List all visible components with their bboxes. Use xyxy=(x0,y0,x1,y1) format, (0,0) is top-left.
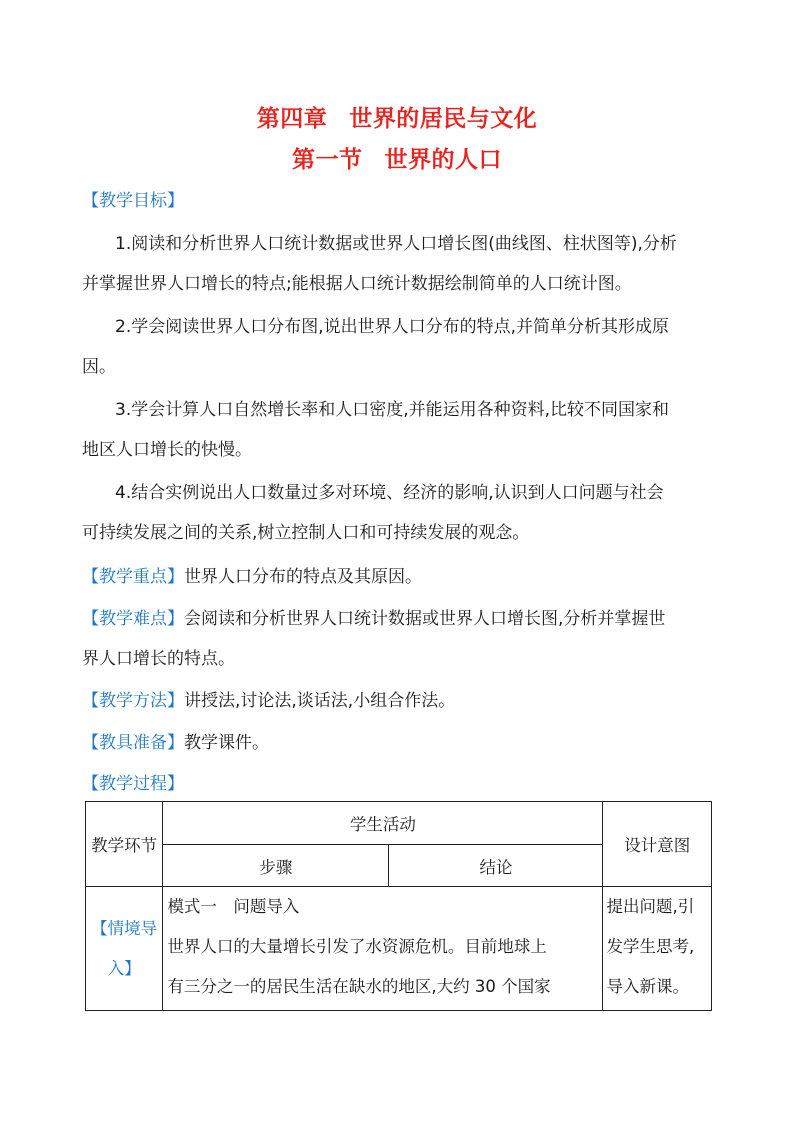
objective-1-line-1: 1.阅读和分析世界人口统计数据或世界人口增长图(曲线图、柱状图等),分析 xyxy=(115,234,677,254)
objectives-heading: 【教学目标】 xyxy=(82,191,184,211)
section-name: 世界的人口 xyxy=(384,147,502,173)
table-row xyxy=(86,887,712,1011)
step-line-3: 有三分之一的居民生活在缺水的地区,大约 30 个国家 xyxy=(167,977,551,996)
intent-line-1: 提出问题,引 xyxy=(606,897,695,916)
process-table xyxy=(85,801,712,1011)
header-stage: 教学环节 xyxy=(86,802,163,887)
step-line-2: 世界人口的大量增长引发了水资源危机。目前地球上 xyxy=(167,937,547,956)
method-text: 讲授法,讨论法,谈话法,小组合作法。 xyxy=(184,691,456,711)
key-point xyxy=(82,566,422,588)
objective-2-line-2: 因。 xyxy=(82,357,116,377)
method-label: 【教学方法】 xyxy=(82,691,184,711)
difficulty-label: 【教学难点】 xyxy=(82,609,184,629)
objective-2-line-1: 2.学会阅读世界人口分布图,说出世界人口分布的特点,并简单分析其形成原 xyxy=(115,317,670,337)
stage-cell xyxy=(86,887,163,1011)
objective-4-line-1: 4.结合实例说出人口数量过多对环境、经济的影响,认识到人口问题与社会 xyxy=(115,483,664,503)
intent-line-2: 发学生思考, xyxy=(606,937,695,956)
objective-3-line-1: 3.学会计算人口自然增长率和人口密度,并能运用各种资料,比较不同国家和 xyxy=(115,400,670,420)
chapter-number: 第四章 xyxy=(256,106,328,132)
tools-label: 【教具准备】 xyxy=(82,733,184,753)
step-line-1: 模式一 问题导入 xyxy=(167,897,300,916)
steps-cell xyxy=(163,887,603,1011)
header-design-intent: 设计意图 xyxy=(603,802,712,887)
chapter-name: 世界的居民与文化 xyxy=(349,106,538,132)
method xyxy=(82,690,455,712)
objective-4-line-2: 可持续发展之间的关系,树立控制人口和可持续发展的观念。 xyxy=(82,523,530,543)
stage-line-2: 入】 xyxy=(107,958,141,978)
chapter-title xyxy=(0,100,794,133)
difficulty xyxy=(82,608,665,630)
objective-1-line-2: 并掌握世界人口增长的特点;能根据人口统计数据绘制简单的人口统计图。 xyxy=(82,274,632,294)
key-point-text: 世界人口分布的特点及其原因。 xyxy=(184,567,422,587)
intent-cell xyxy=(603,887,712,1011)
stage-line-1: 【情境导 xyxy=(91,918,158,938)
difficulty-text-line-1: 会阅读和分析世界人口统计数据或世界人口增长图,分析并掌握世 xyxy=(184,609,666,629)
header-steps: 步骤 xyxy=(163,845,389,887)
header-student-activity: 学生活动 xyxy=(163,802,603,845)
table-header-row xyxy=(86,802,712,845)
tools-text: 教学课件。 xyxy=(184,733,269,753)
difficulty-text-line-2: 界人口增长的特点。 xyxy=(82,649,235,669)
tools xyxy=(82,732,269,754)
section-number: 第一节 xyxy=(292,147,363,173)
section-title xyxy=(0,141,794,174)
header-conclusion: 结论 xyxy=(389,845,603,887)
key-point-label: 【教学重点】 xyxy=(82,567,184,587)
intent-line-3: 导入新课。 xyxy=(606,977,689,996)
process-heading: 【教学过程】 xyxy=(82,774,184,794)
objective-3-line-2: 地区人口增长的快慢。 xyxy=(82,440,252,460)
